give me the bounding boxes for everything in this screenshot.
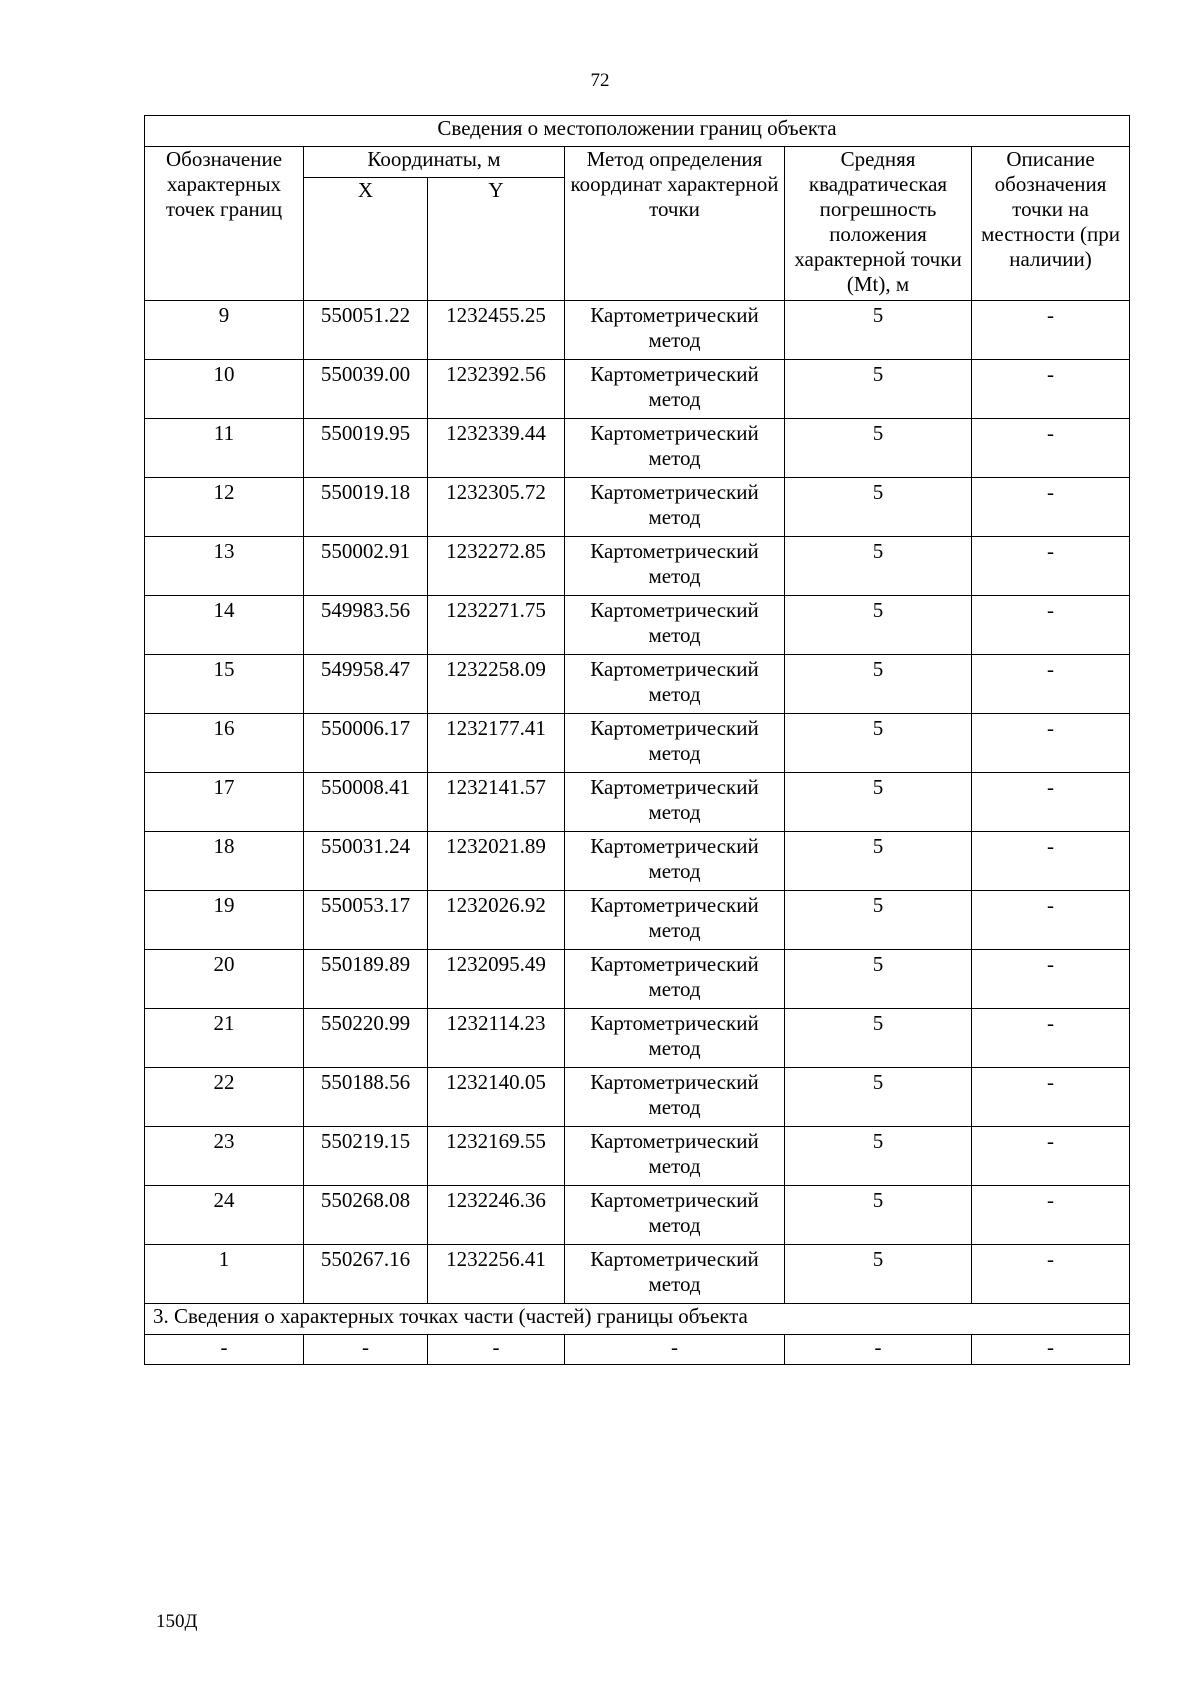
- cell-y: 1232256.41: [428, 1245, 565, 1304]
- header-error: Средняя квадратическая погрешность положения характерной точки (Mt), м: [785, 147, 972, 301]
- cell-error: 5: [785, 714, 972, 773]
- cell-x: 550268.08: [304, 1186, 428, 1245]
- cell-y: 1232305.72: [428, 478, 565, 537]
- cell-error: 5: [785, 950, 972, 1009]
- cell-point: 17: [145, 773, 304, 832]
- header-point: Обозначение характерных точек границ: [145, 147, 304, 301]
- cell-method: Картометрический метод: [565, 832, 785, 891]
- cell-error: 5: [785, 537, 972, 596]
- table-row: [145, 1186, 1130, 1245]
- cell-x: 550188.56: [304, 1068, 428, 1127]
- cell-point: 18: [145, 832, 304, 891]
- table-row: [145, 301, 1130, 360]
- table-row: [145, 891, 1130, 950]
- section3-empty-row: [145, 1335, 1130, 1365]
- cell-description: -: [972, 1245, 1130, 1304]
- cell-y: 1232169.55: [428, 1127, 565, 1186]
- cell-error: 5: [785, 360, 972, 419]
- cell-y: 1232141.57: [428, 773, 565, 832]
- cell-x: 550002.91: [304, 537, 428, 596]
- cell-y: 1232271.75: [428, 596, 565, 655]
- cell-description: -: [972, 832, 1130, 891]
- cell-method: Картометрический метод: [565, 1127, 785, 1186]
- header-y: Y: [428, 178, 565, 301]
- table-row: [145, 714, 1130, 773]
- section3-cell: -: [565, 1335, 785, 1365]
- cell-description: -: [972, 419, 1130, 478]
- cell-point: 20: [145, 950, 304, 1009]
- cell-x: 549983.56: [304, 596, 428, 655]
- cell-method: Картометрический метод: [565, 537, 785, 596]
- cell-description: -: [972, 1009, 1130, 1068]
- cell-y: 1232021.89: [428, 832, 565, 891]
- cell-description: -: [972, 537, 1130, 596]
- table-row: [145, 419, 1130, 478]
- table-row: [145, 1127, 1130, 1186]
- cell-y: 1232258.09: [428, 655, 565, 714]
- cell-x: 550008.41: [304, 773, 428, 832]
- cell-method: Картометрический метод: [565, 891, 785, 950]
- table-row: [145, 478, 1130, 537]
- cell-point: 16: [145, 714, 304, 773]
- cell-error: 5: [785, 419, 972, 478]
- cell-description: -: [972, 950, 1130, 1009]
- cell-method: Картометрический метод: [565, 950, 785, 1009]
- cell-error: 5: [785, 1009, 972, 1068]
- cell-x: 550053.17: [304, 891, 428, 950]
- table-row: [145, 537, 1130, 596]
- cell-error: 5: [785, 1068, 972, 1127]
- header-method: Метод определения координат характерной точки: [565, 147, 785, 301]
- cell-error: 5: [785, 301, 972, 360]
- cell-x: 550051.22: [304, 301, 428, 360]
- cell-error: 5: [785, 596, 972, 655]
- cell-description: -: [972, 596, 1130, 655]
- cell-description: -: [972, 1127, 1130, 1186]
- table-row: [145, 1245, 1130, 1304]
- cell-x: 550220.99: [304, 1009, 428, 1068]
- cell-description: -: [972, 301, 1130, 360]
- cell-method: Картометрический метод: [565, 419, 785, 478]
- cell-x: 550006.17: [304, 714, 428, 773]
- cell-method: Картометрический метод: [565, 655, 785, 714]
- cell-point: 1: [145, 1245, 304, 1304]
- cell-point: 19: [145, 891, 304, 950]
- cell-point: 13: [145, 537, 304, 596]
- cell-point: 11: [145, 419, 304, 478]
- cell-x: 549958.47: [304, 655, 428, 714]
- cell-error: 5: [785, 1245, 972, 1304]
- table-title-row: [145, 116, 1130, 147]
- cell-method: Картометрический метод: [565, 360, 785, 419]
- cell-method: Картометрический метод: [565, 1009, 785, 1068]
- table-row: [145, 596, 1130, 655]
- cell-description: -: [972, 714, 1130, 773]
- cell-method: Картометрический метод: [565, 596, 785, 655]
- cell-error: 5: [785, 832, 972, 891]
- cell-y: 1232026.92: [428, 891, 565, 950]
- cell-y: 1232114.23: [428, 1009, 565, 1068]
- cell-point: 10: [145, 360, 304, 419]
- page-number: 72: [590, 70, 610, 91]
- cell-y: 1232392.56: [428, 360, 565, 419]
- boundary-coordinates-table: [144, 115, 1130, 1365]
- cell-method: Картометрический метод: [565, 478, 785, 537]
- table-row: [145, 655, 1130, 714]
- cell-method: Картометрический метод: [565, 1186, 785, 1245]
- section3-title-row: [145, 1304, 1130, 1335]
- cell-x: 550039.00: [304, 360, 428, 419]
- cell-error: 5: [785, 773, 972, 832]
- cell-error: 5: [785, 478, 972, 537]
- cell-description: -: [972, 773, 1130, 832]
- cell-description: -: [972, 1186, 1130, 1245]
- cell-point: 23: [145, 1127, 304, 1186]
- cell-method: Картометрический метод: [565, 773, 785, 832]
- table-row: [145, 1068, 1130, 1127]
- section3-cell: -: [304, 1335, 428, 1365]
- cell-x: 550031.24: [304, 832, 428, 891]
- document-code: 150Д: [156, 1611, 198, 1632]
- section3-cell: -: [972, 1335, 1130, 1365]
- cell-description: -: [972, 1068, 1130, 1127]
- header-x: X: [304, 178, 428, 301]
- section3-cell: -: [145, 1335, 304, 1365]
- cell-x: 550019.18: [304, 478, 428, 537]
- cell-description: -: [972, 478, 1130, 537]
- table-row: [145, 773, 1130, 832]
- cell-description: -: [972, 360, 1130, 419]
- cell-y: 1232246.36: [428, 1186, 565, 1245]
- table-title: Сведения о местоположении границ объекта: [145, 116, 1130, 147]
- cell-point: 21: [145, 1009, 304, 1068]
- cell-error: 5: [785, 891, 972, 950]
- section3-cell: -: [428, 1335, 565, 1365]
- cell-description: -: [972, 891, 1130, 950]
- header-row: [145, 147, 1130, 178]
- cell-point: 9: [145, 301, 304, 360]
- cell-y: 1232140.05: [428, 1068, 565, 1127]
- cell-point: 12: [145, 478, 304, 537]
- cell-x: 550267.16: [304, 1245, 428, 1304]
- table-row: [145, 950, 1130, 1009]
- table-row: [145, 832, 1130, 891]
- cell-x: 550219.15: [304, 1127, 428, 1186]
- cell-y: 1232339.44: [428, 419, 565, 478]
- cell-error: 5: [785, 1127, 972, 1186]
- cell-error: 5: [785, 1186, 972, 1245]
- cell-point: 22: [145, 1068, 304, 1127]
- cell-method: Картометрический метод: [565, 301, 785, 360]
- section3-cell: -: [785, 1335, 972, 1365]
- cell-y: 1232455.25: [428, 301, 565, 360]
- cell-method: Картометрический метод: [565, 714, 785, 773]
- cell-point: 15: [145, 655, 304, 714]
- cell-point: 14: [145, 596, 304, 655]
- cell-y: 1232177.41: [428, 714, 565, 773]
- cell-x: 550189.89: [304, 950, 428, 1009]
- cell-error: 5: [785, 655, 972, 714]
- header-coordinates: Координаты, м: [304, 147, 565, 178]
- cell-y: 1232272.85: [428, 537, 565, 596]
- cell-x: 550019.95: [304, 419, 428, 478]
- cell-point: 24: [145, 1186, 304, 1245]
- section3-title: 3. Сведения о характерных точках части (частей) границы объекта: [145, 1304, 1130, 1335]
- table-row: [145, 1009, 1130, 1068]
- cell-y: 1232095.49: [428, 950, 565, 1009]
- cell-description: -: [972, 655, 1130, 714]
- cell-method: Картометрический метод: [565, 1245, 785, 1304]
- cell-method: Картометрический метод: [565, 1068, 785, 1127]
- header-description: Описание обозначения точки на местности (при наличии): [972, 147, 1130, 301]
- table-row: [145, 360, 1130, 419]
